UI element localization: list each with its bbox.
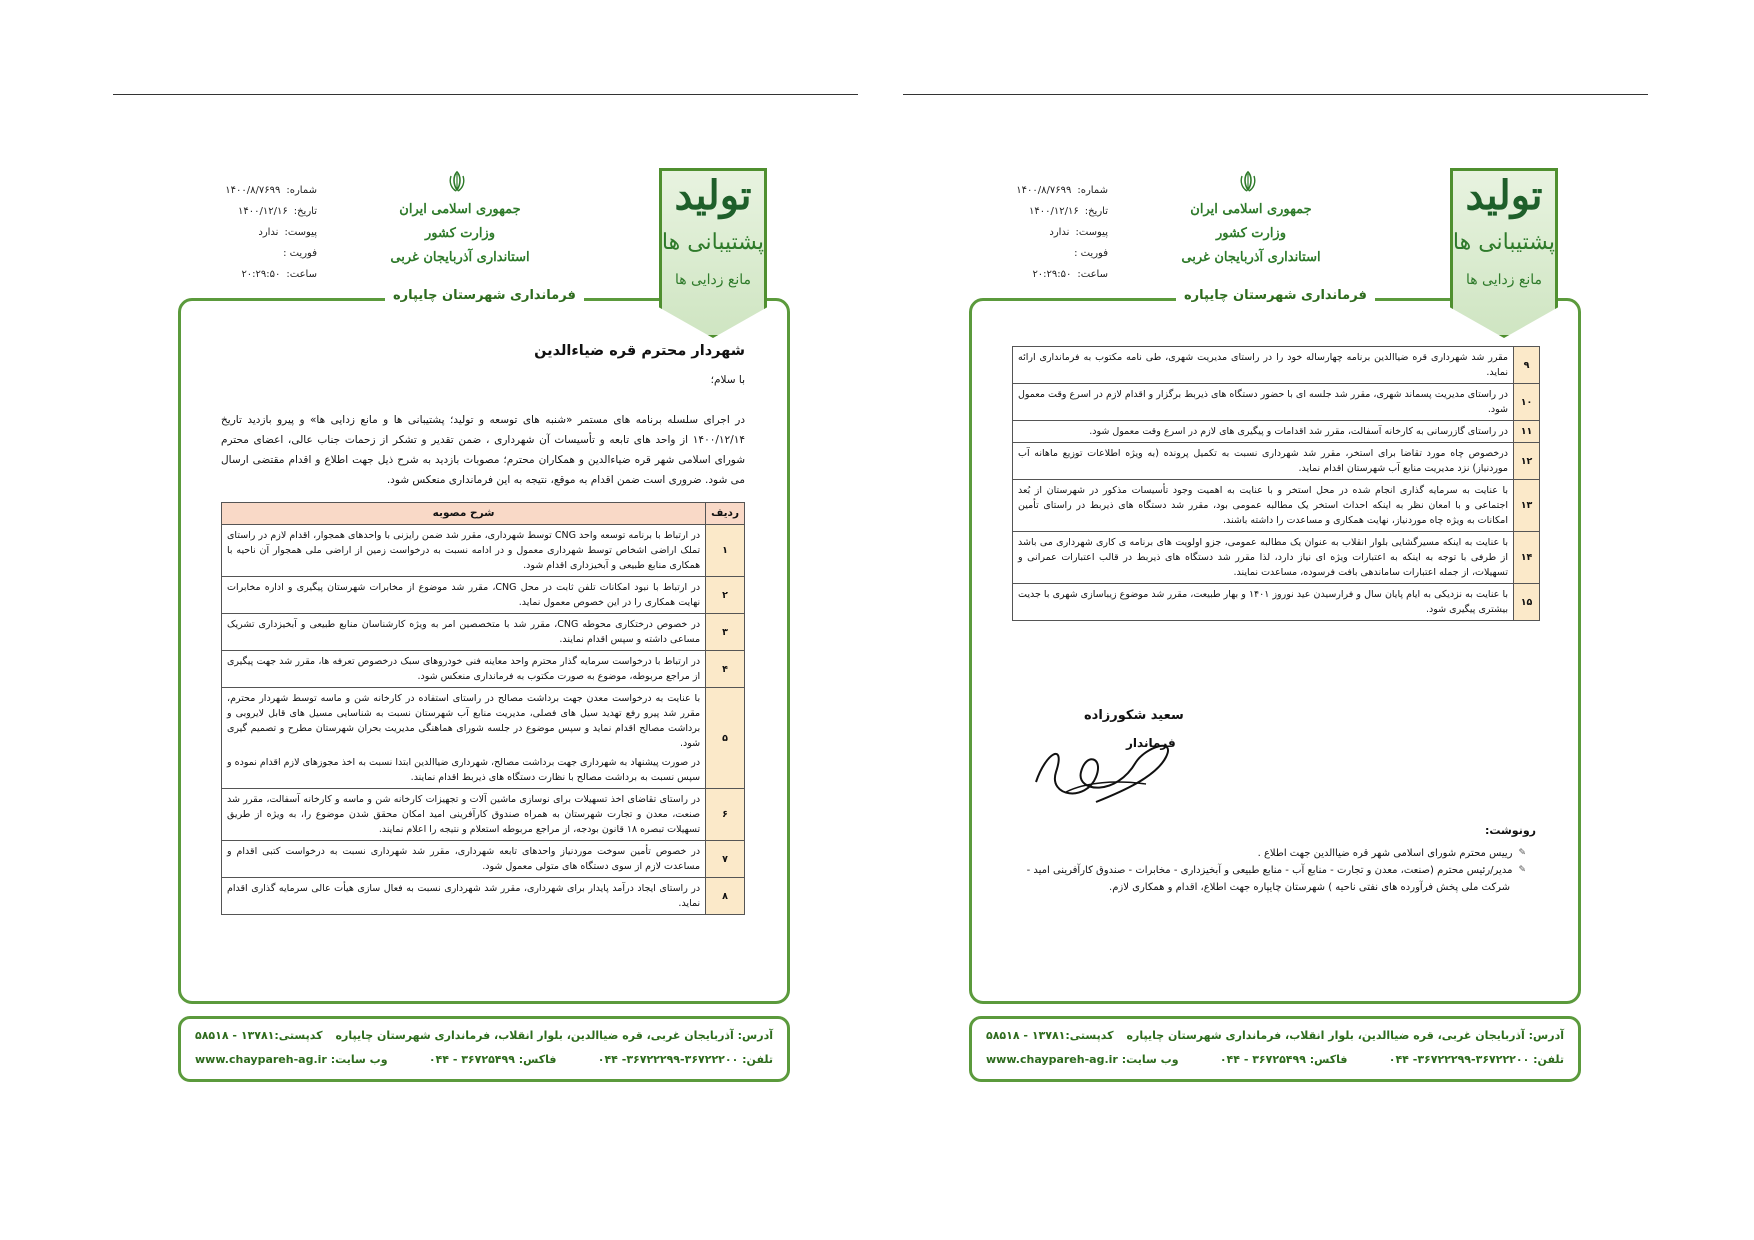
header-row-number: ردیف: [706, 503, 745, 525]
table-row: [1013, 584, 1540, 621]
emblem-subtitle: پشتیبانی ها: [661, 230, 765, 255]
row-text: درخصوص چاه مورد تقاضا برای استخر، مقرر شد شهرداری نسبت به تکمیل پرونده (به ویژه اطلاعات توزیع ماهانه آب موردنیاز) نزد مدیریت منابع آب شهرستان اقدام نماید.: [1013, 443, 1514, 480]
table-header: [222, 503, 745, 525]
time-value: ۲۰:۲۹:۵۰: [1032, 269, 1072, 280]
row-text: با عنایت به سرمایه گذاری انجام شده در محل استخر و با عنایت به اهمیت وجود تأسیسات مذکور در شهرستان از بُعد اجتماعی و با امعان نظر به اینکه احداث استخر یک مطالبه عمومی بود، مقرر شد دستگاه های ذیربط در راستای تأمین امکانات به ویژه چاه موردنیاز، نهایت همکاری و مساعدت را داشته باشند.: [1013, 480, 1514, 532]
date-label: تاریخ:: [1084, 206, 1108, 217]
row-text: در راستای مدیریت پسماند شهری، مقرر شد جلسه ای با حضور دستگاه های ذیربط برگزار و اقدام لازم در اسرع وقت معمول شود.: [1013, 384, 1514, 421]
gov-line-2: وزارت کشور: [1216, 226, 1286, 241]
table-row: [222, 525, 745, 577]
copies-section: [1012, 822, 1536, 896]
table-row: [1013, 384, 1540, 421]
row-text: در خصوص درختکاری محوطه CNG، مقرر شد با متخصصین امر به ویژه کارشناسان منابع طبیعی و آبخیزداری تشریک مساعی داشته و سپس اقدام نمایند.: [222, 614, 706, 651]
table-row: [222, 614, 745, 651]
footer-phone: تلفن: ۳۶۷۲۲۲۰۰-۳۶۷۲۲۲۹۹- ۰۴۴: [1388, 1053, 1564, 1066]
letter-page-1: [175, 160, 793, 1090]
government-header: [1166, 198, 1336, 270]
date-value: ۱۴۰۰/۱۲/۱۶: [1029, 206, 1079, 217]
letter-meta: [187, 180, 317, 285]
resolutions-table: [1012, 346, 1540, 621]
urgency-label: فوریت :: [283, 248, 317, 259]
table-row: [1013, 532, 1540, 584]
row-text: در ارتباط با برنامه توسعه واحد CNG توسط شهرداری، مقرر شد ضمن رایزنی با واحدهای همجوار، اقدام لازم در راستای تملک اراضی اشخاص توسط شهرداری معمول و در ادامه نسبت به درخواست زمین از اراضی ملی همجوار آن ناحیه با همکاری منابع طبیعی و آبخیزداری اقدام شود.: [222, 525, 706, 577]
table-row: [222, 651, 745, 688]
row-number: ۱۲: [1514, 443, 1540, 480]
urgency-label: فوریت :: [1074, 248, 1108, 259]
footer-fax: فاکس: ۳۶۷۲۵۴۹۹ - ۰۴۴: [428, 1053, 557, 1066]
number-label: شماره:: [1077, 185, 1108, 196]
letter-meta: [978, 180, 1108, 285]
production-emblem: [1450, 168, 1558, 338]
table-row: [222, 789, 745, 841]
gov-line-1: جمهوری اسلامی ایران: [399, 202, 521, 217]
row-number: ۹: [1514, 347, 1540, 384]
footer-website-label: وب سایت:: [1121, 1053, 1179, 1066]
footer-address: آدرس: آذربایجان غربی، قره ضیاالدین، بلوار انقلاب، فرمانداری شهرستان چایپاره: [1126, 1029, 1564, 1042]
emblem-subtitle: پشتیبانی ها: [1452, 230, 1556, 255]
date-label: تاریخ:: [293, 206, 317, 217]
row-number: ۷: [706, 841, 745, 878]
resolutions-table-continued: [1012, 346, 1540, 621]
intro-paragraph: در اجرای سلسله برنامه های مستمر «شنبه های توسعه و تولید؛ پشتیبانی ها و مانع زدایی ها» و پیرو بازدید تاریخ ۱۴۰۰/۱۲/۱۴ از واحد های تابعه و تأسیسات آن شهرداری ، ضمن تقدیر و تشکر از زحمات جناب عالی، اعضای محترم شورای اسلامی شهر قره ضیاءالدین و همکاران محترم؛ مصوبات بازدید به شرح ذیل جهت اطلاع و اقدام مقتضی ارسال می شود. ضروری است ضمن اقدام به موقع، نتیجه به این فرمانداری منعکس شود.: [221, 414, 745, 486]
signer-name: سعید شکورزاده: [1084, 708, 1184, 723]
footer-website-group: [195, 1053, 388, 1066]
table-row: [222, 577, 745, 614]
attachment-value: ندارد: [258, 227, 279, 238]
row-number: ۵: [706, 688, 745, 789]
attachment-label: پیوست:: [1075, 227, 1108, 238]
attachment-value: ندارد: [1049, 227, 1070, 238]
top-rule-right: [903, 94, 1648, 95]
emblem-title: تولید: [1465, 172, 1543, 219]
table-row: [222, 688, 745, 789]
table-row: [1013, 421, 1540, 443]
row-number: ۱۵: [1514, 584, 1540, 621]
table-row: [222, 878, 745, 915]
pen-icon: ✎: [1518, 848, 1526, 858]
table-row: [1013, 480, 1540, 532]
time-label: ساعت:: [286, 269, 317, 280]
footer-postal: کدپستی:۱۳۷۸۱ - ۵۸۵۱۸: [986, 1029, 1114, 1042]
row-number: ۱: [706, 525, 745, 577]
row-number: ۱۰: [1514, 384, 1540, 421]
copy-recipient-2-continued: شرکت ملی پخش فرآورده های نفتی ناحیه ) شهرستان چایپاره جهت اطلاع، اقدام و همکاری لازم.: [1109, 882, 1510, 893]
footer-website-link[interactable]: www.chaypareh-ag.ir: [195, 1053, 327, 1066]
pen-icon: ✎: [1518, 865, 1526, 875]
row-text: با عنایت به اینکه مسیرگشایی بلوار انقلاب به عنوان یک مطالبه عمومی، جزو اولویت های برنامه ی کاری شهرداری می باشد از طرفی با توجه به اینکه به اعتبارات ویژه ای نیاز دارد، لذا مقرر شد دستگاه های ذیربط در قالب اعتبارات عمرانی و تسهیلات، از جمله اعتبارات ساماندهی بافت فرسوده، مساعدت نمایند.: [1013, 532, 1514, 584]
office-name: فرمانداری شهرستان چایپاره: [1176, 288, 1375, 303]
row-number: ۳: [706, 614, 745, 651]
row-number: ۴: [706, 651, 745, 688]
row-text: با عنایت به نزدیکی به ایام پایان سال و فرارسیدن عید نوروز ۱۴۰۱ و بهار طبیعت، مقرر شد موضوع زیباسازی شهری با جدیت بیشتری پیگیری شود.: [1013, 584, 1514, 621]
footer-fax: فاکس: ۳۶۷۲۵۴۹۹ - ۰۴۴: [1219, 1053, 1348, 1066]
emblem-title: تولید: [674, 172, 752, 219]
top-rule-left: [113, 94, 858, 95]
letter-page-2: [966, 160, 1584, 1090]
row-number: ۱۱: [1514, 421, 1540, 443]
production-emblem: [659, 168, 767, 338]
footer-website-label: وب سایت:: [330, 1053, 388, 1066]
number-label: شماره:: [286, 185, 317, 196]
copy-recipient-1: رییس محترم شورای اسلامی شهر قره ضیاالدین جهت اطلاع .: [1257, 848, 1513, 859]
row-text: با عنایت به درخواست معدن جهت برداشت مصالح در راستای استفاده در کارخانه شن و ماسه توسط شهردار محترم، مقرر شد پیرو رفع تهدید سیل های فصلی، مدیریت منابع آب شهرستان نسبت به شناسایی مسیل های قابل لایروبی و برداشت مصالح اقدام نماید و سپس موضوع در جلسه شورای هماهنگی مدیریت بحران شهرستان مطرح و تصمیم گیری شود.: [227, 693, 701, 749]
iran-emblem-icon: [1238, 170, 1258, 192]
number-value: ۱۴۰۰/۸/۷۶۹۹: [1016, 185, 1072, 196]
row-text: در خصوص تأمین سوخت موردنیاز واحدهای تابعه شهرداری، مقرر شد شهرداری نسبت به درخواست کتبی اقدام و مساعدت لازم از سوی دستگاه های متولی معمول شود.: [222, 841, 706, 878]
row-text-group: [222, 688, 706, 789]
government-header: [375, 198, 545, 270]
footer-address: آدرس: آذربایجان غربی، قره ضیاالدین، بلوار انقلاب، فرمانداری شهرستان چایپاره: [335, 1029, 773, 1042]
row-text: در راستای گازرسانی به کارخانه آسفالت، مقرر شد اقدامات و پیگیری های لازم در اسرع وقت معمول شود.: [1013, 421, 1514, 443]
date-value: ۱۴۰۰/۱۲/۱۶: [238, 206, 288, 217]
emblem-subtitle-2: مانع زدایی ها: [674, 272, 752, 288]
letter-footer: [969, 1016, 1581, 1082]
row-number: ۱۳: [1514, 480, 1540, 532]
addressee: شهردار محترم قره ضیاءالدین: [534, 343, 745, 359]
row-text: مقرر شد شهرداری قره ضیاالدین برنامه چهارساله خود را در راستای مدیریت شهری، طی نامه مکتوب به فرمانداری ارائه نماید.: [1013, 347, 1514, 384]
signer-title: فرماندار: [1126, 736, 1176, 750]
letter-body: [221, 342, 745, 915]
row-text: در ارتباط با نبود امکانات تلفن ثابت در محل CNG، مقرر شد موضوع از مخابرات شهرستان پیگیری و اداره مخابرات نهایت همکاری را در این خصوص معمول نماید.: [222, 577, 706, 614]
row-number: ۱۴: [1514, 532, 1540, 584]
gov-line-3: استانداری آذربایجان غربی: [390, 250, 530, 265]
gov-line-3: استانداری آذربایجان غربی: [1181, 250, 1321, 265]
row-text: در راستای ایجاد درآمد پایدار برای شهرداری، مقرر شد شهرداری نسبت به فعال سازی هیأت عالی سرمایه گذاری اقدام نماید.: [222, 878, 706, 915]
row-text: در راستای تقاضای اخذ تسهیلات برای نوسازی ماشین آلات و تجهیزات کارخانه شن و ماسه و کارخانه آسفالت، مقرر شد صنعت، معدن و تجارت شهرستان به همراه صندوق کارآفرینی امید امکان محقق شدن موضوع را، به ویژه از طریق تسهیلات تبصره ۱۸ قانون بودجه، از مراجع مربوطه استعلام و نتیجه را اعلام نمایند.: [222, 789, 706, 841]
attachment-label: پیوست:: [284, 227, 317, 238]
copies-heading: رونوشت:: [1484, 824, 1536, 837]
number-value: ۱۴۰۰/۸/۷۶۹۹: [225, 185, 281, 196]
table-row: [1013, 443, 1540, 480]
table-row: [1013, 347, 1540, 384]
table-row: [222, 841, 745, 878]
footer-website-group: [986, 1053, 1179, 1066]
emblem-subtitle-2: مانع زدایی ها: [1465, 272, 1543, 288]
office-name: فرمانداری شهرستان چایپاره: [385, 288, 584, 303]
footer-postal: کدپستی:۱۳۷۸۱ - ۵۸۵۱۸: [195, 1029, 323, 1042]
signature-icon: [1026, 722, 1186, 812]
gov-line-2: وزارت کشور: [425, 226, 495, 241]
salutation: با سلام؛: [710, 374, 745, 386]
iran-emblem-icon: [447, 170, 467, 192]
row-number: ۸: [706, 878, 745, 915]
header-description: شرح مصوبه: [222, 503, 706, 525]
time-value: ۲۰:۲۹:۵۰: [241, 269, 281, 280]
footer-website-link[interactable]: www.chaypareh-ag.ir: [986, 1053, 1118, 1066]
letter-footer: [178, 1016, 790, 1082]
row-text: در ارتباط با درخواست سرمایه گذار محترم واحد معاینه فنی خودروهای سبک درخصوص تعرفه ها، مقرر شد جهت پیگیری از مراجع مربوطه، موضوع به صورت مکتوب به فرمانداری منعکس شود.: [222, 651, 706, 688]
row-text-extra: در صورت پیشنهاد به شهرداری جهت برداشت مصالح، شهرداری ضیاالدین ابتدا نسبت به اخذ مجوزهای لازم اقدام نموده و سپس نسبت به برداشت مصالح با نظارت دستگاه های ذیربط اقدام نمایند.: [227, 757, 701, 783]
row-number: ۲: [706, 577, 745, 614]
row-number: ۶: [706, 789, 745, 841]
gov-line-1: جمهوری اسلامی ایران: [1190, 202, 1312, 217]
copy-recipient-2: مدیر/رئیس محترم (صنعت، معدن و تجارت - منابع آب - منابع طبیعی و آبخیزداری - مخابرات - صندوق کارآفرینی امید -: [1026, 865, 1513, 876]
footer-phone: تلفن: ۳۶۷۲۲۲۰۰-۳۶۷۲۲۲۹۹- ۰۴۴: [597, 1053, 773, 1066]
resolutions-table: [221, 502, 745, 915]
time-label: ساعت:: [1077, 269, 1108, 280]
